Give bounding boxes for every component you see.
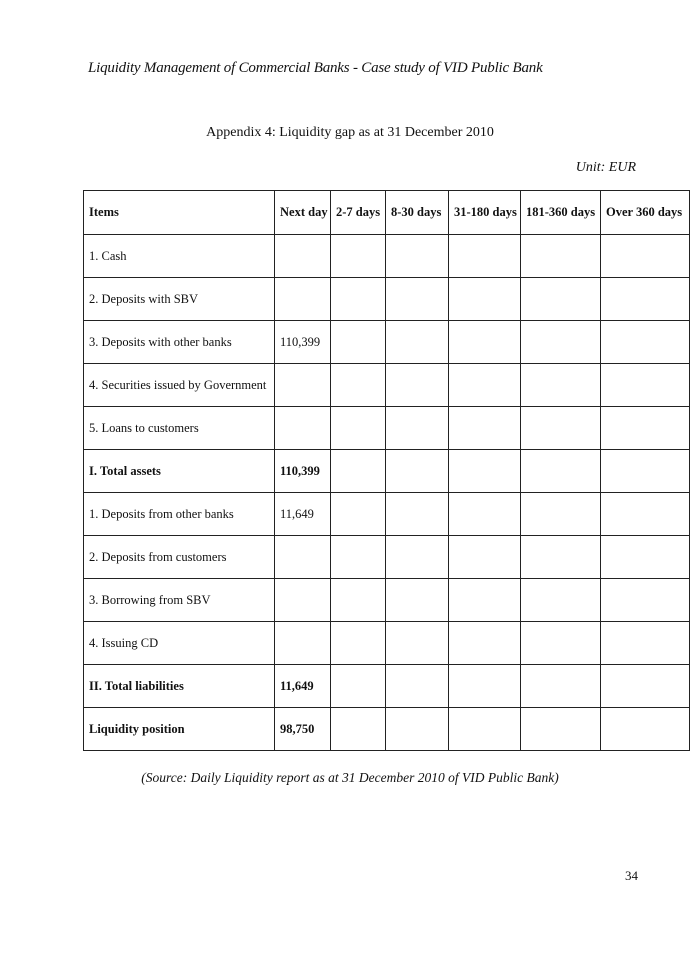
table-cell	[331, 622, 386, 665]
row-item-label: 2. Deposits from customers	[84, 536, 275, 579]
table-cell	[601, 235, 690, 278]
table-row	[84, 450, 690, 493]
table-cell	[449, 235, 521, 278]
table-cell	[449, 579, 521, 622]
table-cell	[331, 536, 386, 579]
table-cell	[331, 493, 386, 536]
table-cell	[521, 665, 601, 708]
table-cell: 11,649	[275, 493, 331, 536]
table-cell	[601, 450, 690, 493]
document-header-title: Liquidity Management of Commercial Banks - Case study of VID Public Bank	[88, 60, 543, 76]
table-cell	[331, 364, 386, 407]
table-cell	[386, 321, 449, 364]
row-item-label: 1. Cash	[84, 235, 275, 278]
table-cell	[386, 622, 449, 665]
table-cell	[386, 407, 449, 450]
table-cell	[521, 493, 601, 536]
table-cell	[331, 665, 386, 708]
page-number: 34	[625, 868, 638, 883]
table-cell	[449, 407, 521, 450]
column-header-2-7-days: 2-7 days	[331, 191, 386, 235]
table-cell	[275, 536, 331, 579]
table-cell	[275, 364, 331, 407]
table-cell	[449, 536, 521, 579]
liquidity-gap-table	[83, 190, 690, 751]
table-row	[84, 665, 690, 708]
table-row	[84, 407, 690, 450]
table-cell	[601, 536, 690, 579]
table-row	[84, 536, 690, 579]
table-cell	[386, 665, 449, 708]
table-cell	[601, 579, 690, 622]
table-cell	[601, 622, 690, 665]
table-cell	[449, 278, 521, 321]
table-cell	[331, 579, 386, 622]
table-cell	[601, 364, 690, 407]
table-cell	[601, 708, 690, 751]
table-row	[84, 235, 690, 278]
table-cell: 110,399	[275, 450, 331, 493]
row-item-label: 4. Issuing CD	[84, 622, 275, 665]
table-cell	[386, 579, 449, 622]
table-row	[84, 364, 690, 407]
table-cell	[386, 493, 449, 536]
table-cell	[449, 364, 521, 407]
table-cell	[601, 321, 690, 364]
table-cell	[449, 708, 521, 751]
table-row	[84, 622, 690, 665]
table-row	[84, 579, 690, 622]
source-note: (Source: Daily Liquidity report as at 31 December 2010 of VID Public Bank)	[141, 770, 559, 785]
table-row	[84, 708, 690, 751]
table-cell	[449, 493, 521, 536]
table-cell	[386, 364, 449, 407]
table-cell	[521, 622, 601, 665]
table-cell	[331, 235, 386, 278]
row-item-label: 1. Deposits from other banks	[84, 493, 275, 536]
row-item-label: II. Total liabilities	[84, 665, 275, 708]
table-cell: 11,649	[275, 665, 331, 708]
table-cell	[521, 278, 601, 321]
row-item-label: I. Total assets	[84, 450, 275, 493]
appendix-title: Appendix 4: Liquidity gap as at 31 December 2010	[206, 125, 494, 140]
table-cell	[331, 450, 386, 493]
table-cell	[275, 579, 331, 622]
table-cell	[386, 536, 449, 579]
column-header-items: Items	[84, 191, 275, 235]
table-cell	[275, 407, 331, 450]
table-cell	[521, 321, 601, 364]
table-cell	[601, 407, 690, 450]
table-row	[84, 278, 690, 321]
table-cell	[521, 536, 601, 579]
column-header-31-180-days: 31-180 days	[449, 191, 521, 235]
table-cell	[521, 235, 601, 278]
table-cell	[386, 278, 449, 321]
column-header-next-day: Next day	[275, 191, 331, 235]
table-cell: 98,750	[275, 708, 331, 751]
table-row	[84, 321, 690, 364]
table-cell	[601, 278, 690, 321]
table-cell	[449, 665, 521, 708]
table-header-row	[84, 191, 690, 235]
table-cell	[331, 407, 386, 450]
table-cell	[601, 665, 690, 708]
table-cell	[275, 622, 331, 665]
table-cell	[521, 407, 601, 450]
column-header-8-30-days: 8-30 days	[386, 191, 449, 235]
table-cell	[331, 278, 386, 321]
table-cell: 110,399	[275, 321, 331, 364]
table-cell	[449, 321, 521, 364]
table-cell	[521, 579, 601, 622]
unit-label: Unit: EUR	[575, 160, 636, 175]
table-cell	[331, 321, 386, 364]
table-row	[84, 493, 690, 536]
row-item-label: 2. Deposits with SBV	[84, 278, 275, 321]
table-cell	[386, 235, 449, 278]
row-item-label: 3. Deposits with other banks	[84, 321, 275, 364]
table-cell	[521, 708, 601, 751]
column-header-181-360-days: 181-360 days	[521, 191, 601, 235]
table-cell	[275, 235, 331, 278]
row-item-label: 5. Loans to customers	[84, 407, 275, 450]
table-cell	[521, 364, 601, 407]
row-item-label: 3. Borrowing from SBV	[84, 579, 275, 622]
table-cell	[449, 450, 521, 493]
table-cell	[275, 278, 331, 321]
row-item-label: Liquidity position	[84, 708, 275, 751]
table-cell	[449, 622, 521, 665]
table-cell	[386, 708, 449, 751]
table-body	[84, 235, 690, 751]
row-item-label: 4. Securities issued by Government	[84, 364, 275, 407]
table-cell	[521, 450, 601, 493]
table-cell	[601, 493, 690, 536]
table-cell	[331, 708, 386, 751]
column-header-over-360-days: Over 360 days	[601, 191, 690, 235]
table-cell	[386, 450, 449, 493]
